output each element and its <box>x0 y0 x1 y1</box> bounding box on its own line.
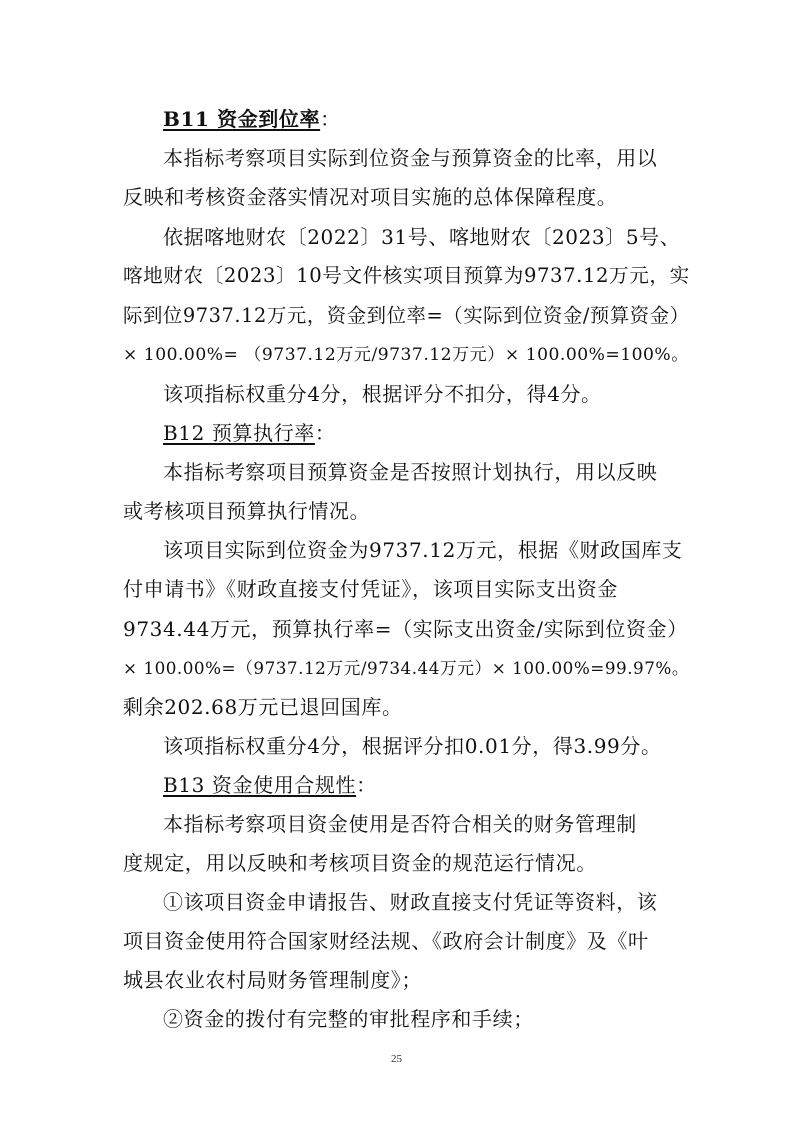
paragraph-line: 付申请书》《财政直接支付凭证》，该项目实际支出资金 <box>123 577 618 601</box>
paragraph-line: × 100.00%= （9737.12万元/9737.12万元）× 100.00%=100%。 <box>123 345 689 365</box>
section-heading-b13 <box>163 773 377 797</box>
heading-colon: ： <box>320 107 341 131</box>
paragraph-line: 喀地财农〔2023〕10号文件核实项目预算为9737.12万元，实 <box>123 264 690 287</box>
heading-colon: ： <box>314 421 336 445</box>
paragraph-line: 依据喀地财农〔2022〕31号、喀地财农〔2023〕5号、 <box>163 225 681 249</box>
section-heading-b11 <box>163 107 341 131</box>
heading-text: B11 资金到位率 <box>163 107 321 131</box>
paragraph-line: 或考核项目预算执行情况。 <box>123 499 371 523</box>
paragraph-line: 城县农业农村局财务管理制度》； <box>123 968 422 992</box>
paragraph-line: 该项目实际到位资金为9737.12万元，根据《财政国库支 <box>163 538 683 562</box>
paragraph-line: 本指标考察项目预算资金是否按照计划执行，用以反映 <box>163 460 658 484</box>
paragraph-line: 际到位9737.12万元，资金到位率=（实际到位资金/预算资金） <box>123 304 690 327</box>
paragraph-line: 9734.44万元，预算执行率=（实际支出资金/实际到位资金） <box>123 617 688 641</box>
heading-text: B12 预算执行率 <box>163 421 315 445</box>
paragraph-line: 剩余202.68万元已退回国库。 <box>123 695 403 719</box>
paragraph-line: ②资金的拨付有完整的审批程序和手续； <box>163 1007 534 1031</box>
heading-text: B13 资金使用合规性 <box>163 773 357 797</box>
paragraph-line: 项目资金使用符合国家财经法规、《政府会计制度》及《叶 <box>123 929 649 953</box>
paragraph-line: 度规定，用以反映和考核项目资金的规范运行情况。 <box>123 851 597 875</box>
paragraph-line: 本指标考察项目资金使用是否符合相关的财务管理制 <box>163 812 637 836</box>
section-heading-b12 <box>163 421 336 445</box>
paragraph-line: 本指标考察项目实际到位资金与预算资金的比率，用以 <box>163 146 658 170</box>
paragraph-line: 该项指标权重分4分，根据评分扣0.01分，得3.99分。 <box>163 734 662 758</box>
paragraph-line: × 100.00%=（9737.12万元/9734.44万元）× 100.00%=99.97%。 <box>123 658 690 678</box>
paragraph-line: 反映和考核资金落实情况对项目实施的总体保障程度。 <box>123 185 618 209</box>
paragraph-line: 该项指标权重分4分，根据评分不扣分，得4分。 <box>163 382 602 406</box>
heading-colon: ： <box>356 773 377 797</box>
page-number: 25 <box>391 1053 402 1065</box>
paragraph-line: ①该项目资金申请报告、财政直接支付凭证等资料，该 <box>163 890 658 914</box>
